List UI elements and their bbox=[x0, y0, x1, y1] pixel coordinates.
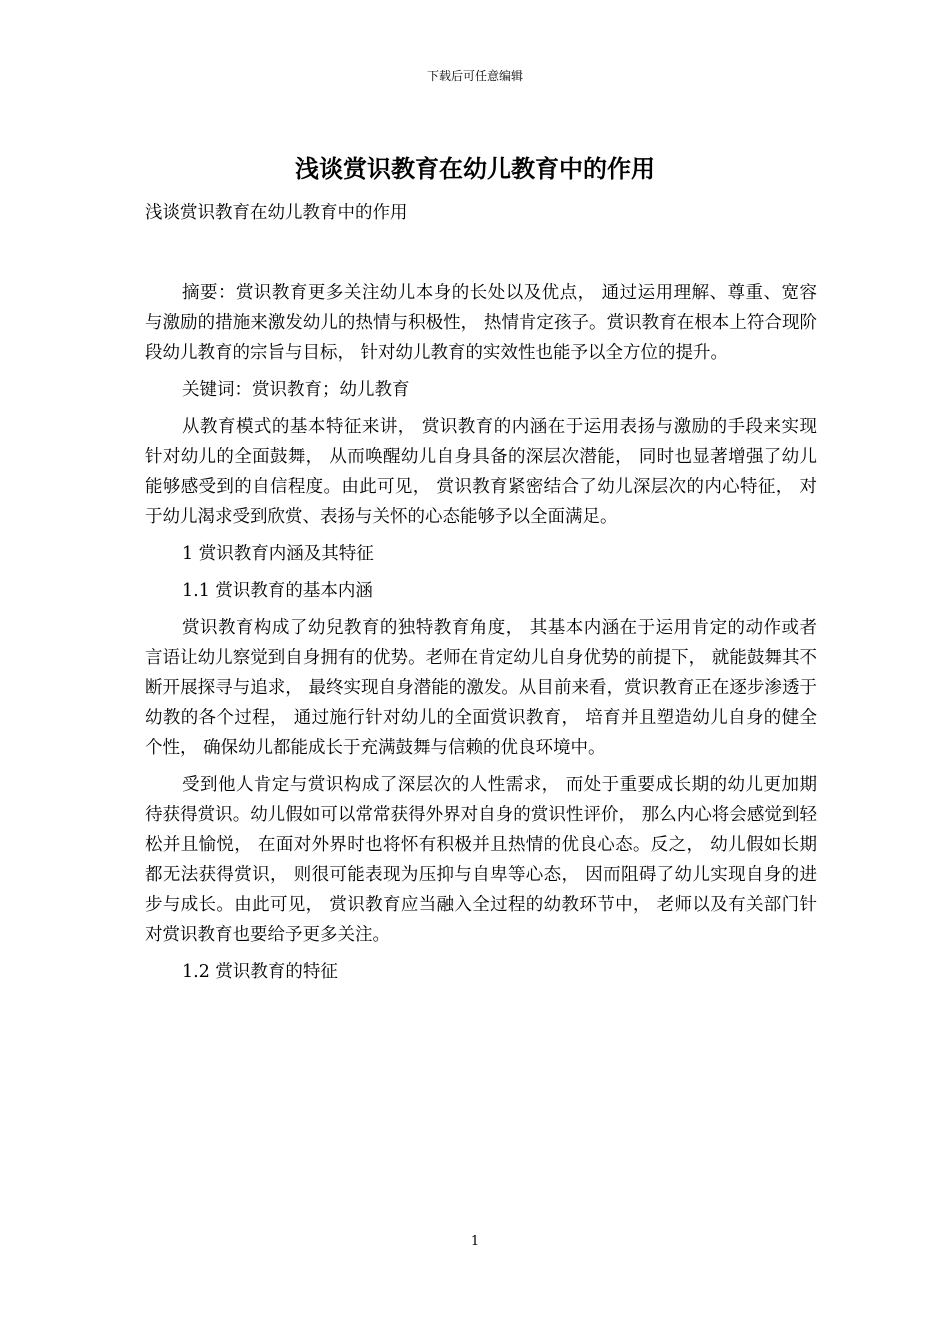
abstract-paragraph: 摘要：赏识教育更多关注幼儿本身的长处以及优点， 通过运用理解、尊重、宽容与激励的措施来激发幼儿的热情与积极性， 热情肯定孩子。赏识教育在根本上符合现阶段幼儿教育的宗旨与目标， 针对幼儿教育的实效性也能予以全方位的提升。 bbox=[145, 283, 817, 363]
page-number: 1 bbox=[470, 1234, 480, 1249]
body-paragraph: 赏识教育构成了幼兒教育的独特教育角度， 其基本内涵在于运用肯定的动作或者言语让幼儿察觉到自身拥有的优势。老师在肯定幼儿自身优势的前提下， 就能鼓舞其不断开展探寻与追求， 最终实现自身潜能的激发。从目前来看，赏识教育正在逐步渗透于幼教的各个过程， 通过施行针对幼儿的全面赏识教育， 培育并且塑造幼儿自身的健全个性， 确保幼儿都能成长于充满鼓舞与信赖的优良环境中。 bbox=[145, 618, 817, 758]
body-paragraph: 受到他人肯定与赏识构成了深层次的人性需求， 而处于重要成长期的幼儿更加期待获得赏识。幼儿假如可以常常获得外界对自身的赏识性评价， 那么内心将会感觉到轻松并且愉悦， 在面对外界时也将怀有积极并且热情的优良心态。反之， 幼儿假如长期都无法获得赏识， 则很可能表现为压抑与自卑等心态， 因而阻碍了幼儿实现自身的进步与成长。由此可见， 赏识教育应当融入全过程的幼教环节中， 老师以及有关部门针对赏识教育也要给予更多关注。 bbox=[145, 775, 817, 945]
document-subtitle: 浅谈赏识教育在幼儿教育中的作用 bbox=[145, 203, 408, 223]
subsection-heading: 1.2 赏识教育的特征 bbox=[182, 962, 338, 982]
keywords-paragraph: 关键词：赏识教育；幼儿教育 bbox=[182, 380, 410, 400]
document-body bbox=[145, 198, 817, 994]
page-header: 下载后可任意编辑 bbox=[426, 69, 523, 83]
intro-paragraph: 从教育模式的基本特征来讲， 赏识教育的内涵在于运用表扬与激励的手段来实现针对幼儿的全面鼓舞， 从而唤醒幼儿自身具备的深层次潜能， 同时也显著增强了幼儿能够感受到的自信程度。由此可见， 赏识教育紧密结合了幼儿深层次的内心特征， 对于幼儿渴求受到欣赏、表扬与关怀的心态能够予以全面满足。 bbox=[145, 417, 817, 527]
subsection-heading: 1.1 赏识教育的基本内涵 bbox=[182, 581, 373, 601]
section-heading: 1 赏识教育内涵及其特征 bbox=[182, 544, 374, 564]
document-title: 浅谈赏识教育在幼儿教育中的作用 bbox=[295, 154, 655, 183]
